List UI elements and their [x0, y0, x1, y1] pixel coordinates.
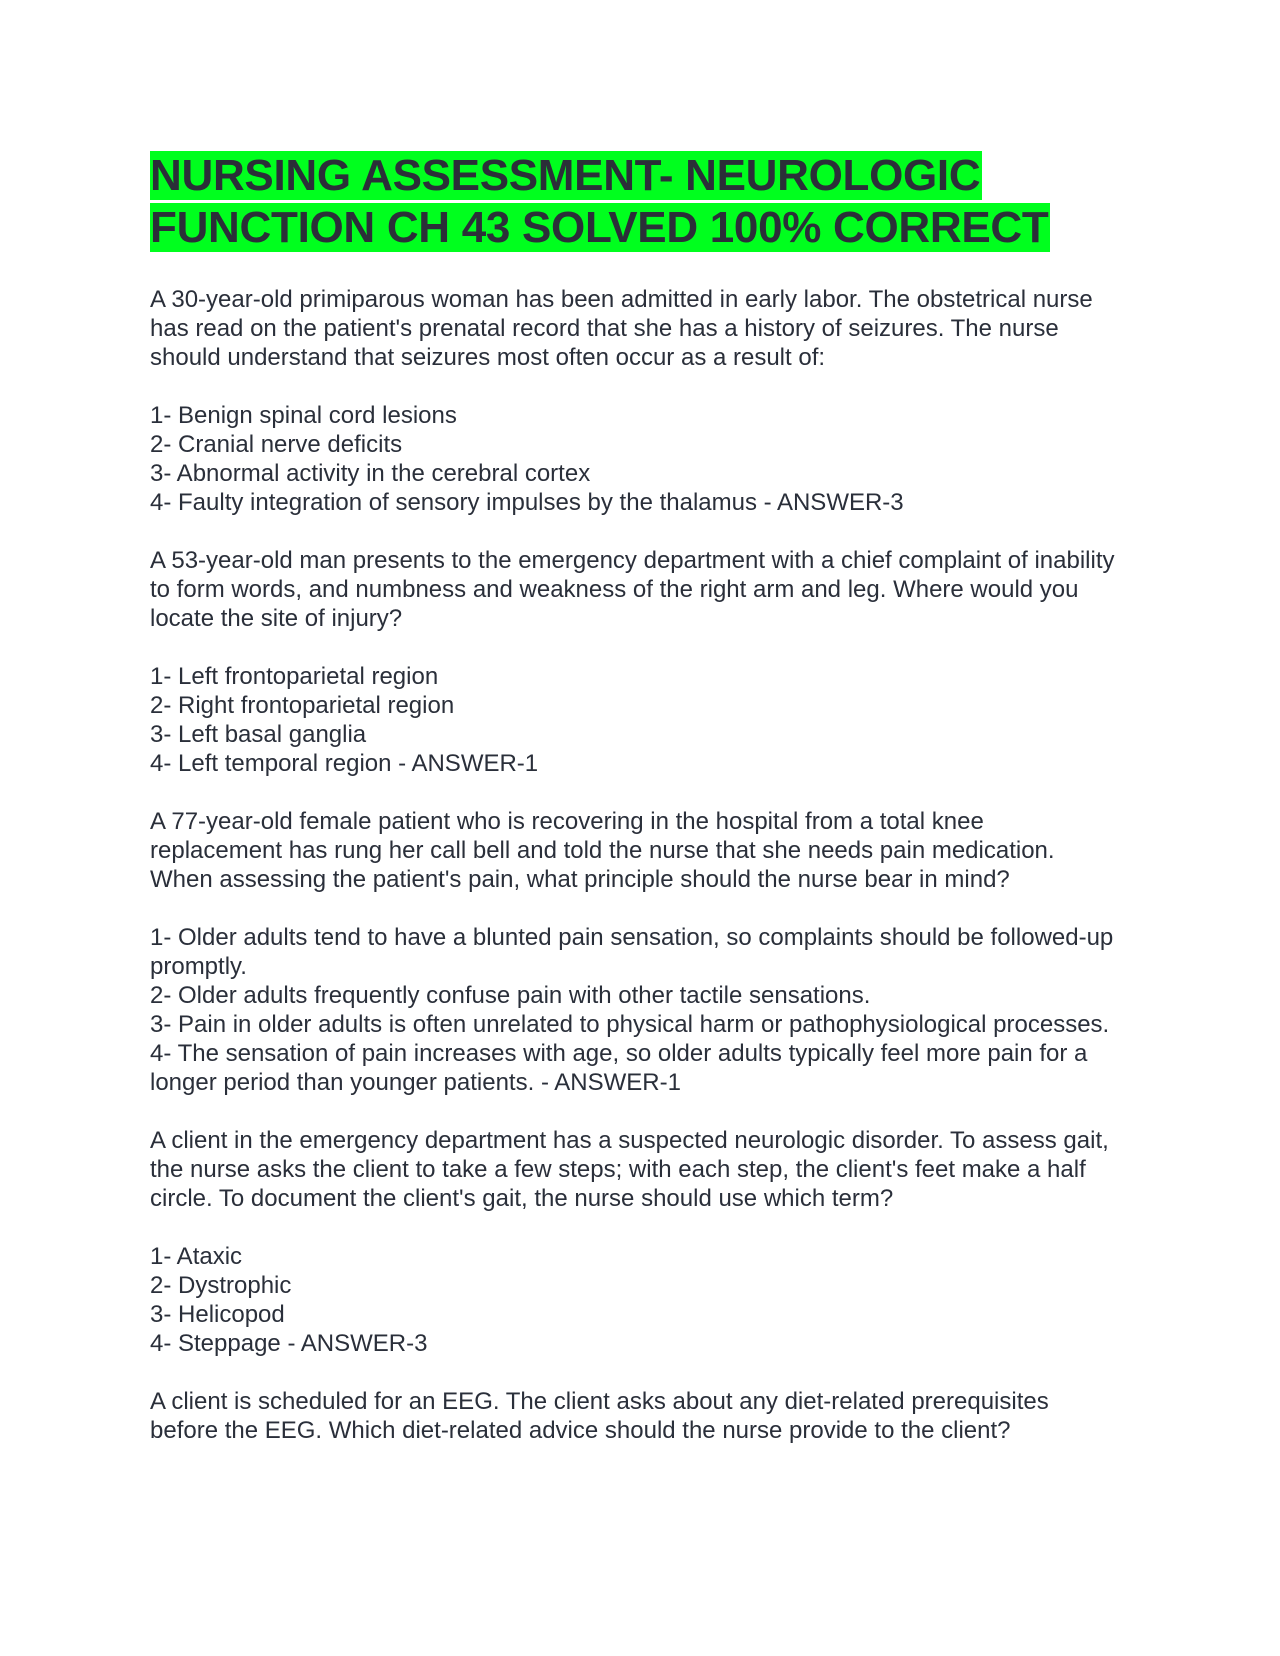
question-text: A 77-year-old female patient who is recovering in the hospital from a total knee replacement has rung her call bell and told the nurse that she needs pain medication. When assessing the patient's pain, what principle should the nurse bear in mind? — [150, 808, 1055, 893]
question-block-1 — [150, 285, 1120, 517]
answer-option: 2- Dystrophic — [150, 1272, 292, 1299]
document-content — [150, 150, 1120, 1474]
answer-option: 1- Benign spinal cord lesions — [150, 402, 457, 429]
answer-option: 4- Faulty integration of sensory impulses by the thalamus - ANSWER-3 — [150, 489, 904, 516]
answer-option: 2- Cranial nerve deficits — [150, 431, 403, 458]
question-text: A 30-year-old primiparous woman has been admitted in early labor. The obstetrical nurse has read on the patient's prenatal record that she has a history of seizures. The nurse should understand that seizures most often occur as a result of: — [150, 286, 1093, 371]
question-block-3 — [150, 807, 1120, 1097]
question-block-2 — [150, 546, 1120, 778]
question-text: A client in the emergency department has a suspected neurologic disorder. To assess gait, the nurse asks the client to take a few steps; with each step, the client's feet make a half circle. To document the client's gait, the nurse should use which term? — [150, 1127, 1109, 1212]
answer-option: 4- The sensation of pain increases with age, so older adults typically feel more pain for a longer period than younger patients. - ANSWER-1 — [150, 1040, 1088, 1096]
question-text: A 53-year-old man presents to the emergency department with a chief complaint of inability to form words, and numbness and weakness of the right arm and leg. Where would you locate the site of injury? — [150, 547, 1115, 632]
document-title — [150, 150, 1120, 254]
question-block-5 — [150, 1387, 1120, 1445]
answer-option: 3- Helicopod — [150, 1301, 285, 1328]
answer-option: 3- Left basal ganglia — [150, 721, 367, 748]
answer-option: 4- Steppage - ANSWER-3 — [150, 1330, 428, 1357]
answer-option: 1- Ataxic — [150, 1243, 243, 1270]
question-text: A client is scheduled for an EEG. The client asks about any diet-related prerequisites before the EEG. Which diet-related advice should the nurse provide to the client? — [150, 1388, 1049, 1444]
answer-option: 2- Older adults frequently confuse pain with other tactile sensations. — [150, 982, 871, 1009]
title-highlight: NURSING ASSESSMENT- NEUROLOGIC FUNCTION CH 43 SOLVED 100% CORRECT — [150, 151, 1049, 252]
answer-option: 3- Pain in older adults is often unrelated to physical harm or pathophysiological processes. — [150, 1011, 1110, 1038]
answer-option: 2- Right frontoparietal region — [150, 692, 455, 719]
answer-option: 1- Older adults tend to have a blunted pain sensation, so complaints should be followed-up promptly. — [150, 924, 1114, 980]
answer-option: 3- Abnormal activity in the cerebral cortex — [150, 460, 591, 487]
question-block-4 — [150, 1126, 1120, 1358]
answer-option: 4- Left temporal region - ANSWER-1 — [150, 750, 539, 777]
answer-option: 1- Left frontoparietal region — [150, 663, 439, 690]
